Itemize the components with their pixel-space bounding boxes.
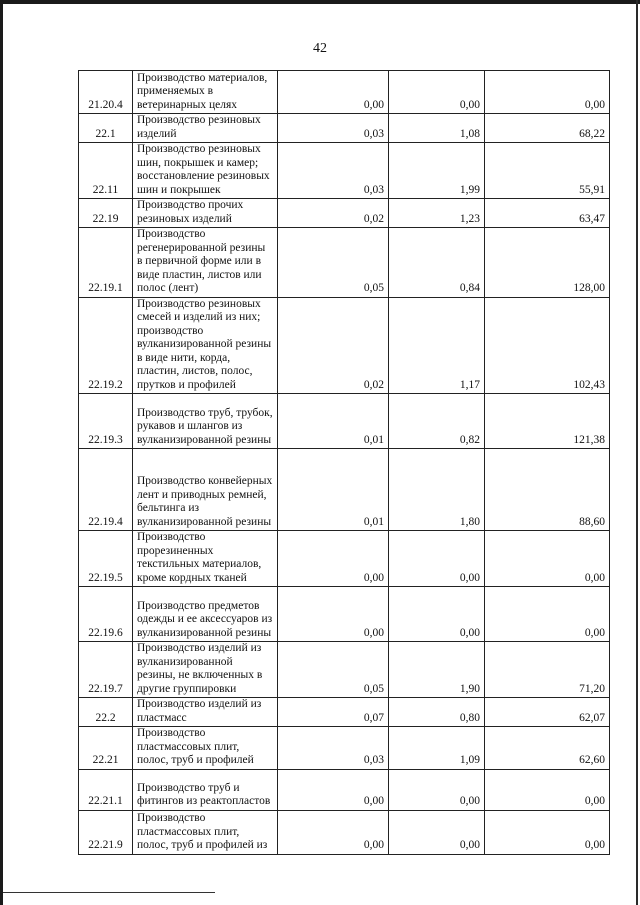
- row-value-3: 88,60: [485, 449, 610, 531]
- row-value-2: 1,09: [389, 727, 485, 770]
- row-value-1: 0,03: [278, 143, 389, 199]
- row-name: Производство прочих резиновых изделий: [133, 199, 278, 228]
- row-value-2: 0,80: [389, 698, 485, 727]
- table-row: [79, 199, 610, 228]
- row-value-2: 0,00: [389, 587, 485, 642]
- table-row: [79, 810, 610, 854]
- row-value-3: 68,22: [485, 114, 610, 143]
- row-code: 22.11: [79, 143, 133, 199]
- row-code: 22.2: [79, 698, 133, 727]
- row-value-2: 0,82: [389, 394, 485, 449]
- row-value-1: 0,00: [278, 769, 389, 810]
- row-value-3: 62,07: [485, 698, 610, 727]
- row-value-1: 0,05: [278, 228, 389, 298]
- row-name: Производство пластмассовых плит, полос, труб и профилей: [133, 727, 278, 770]
- row-name: Производство регенерированной резины в первичной форме или в виде пластин, листов или полос (лент): [133, 228, 278, 298]
- row-value-2: 0,00: [389, 71, 485, 114]
- row-code: 22.19: [79, 199, 133, 228]
- row-value-2: 1,80: [389, 449, 485, 531]
- row-value-3: 128,00: [485, 228, 610, 298]
- row-value-2: 1,99: [389, 143, 485, 199]
- row-value-1: 0,07: [278, 698, 389, 727]
- page-number: 42: [313, 41, 327, 56]
- table-row: [79, 531, 610, 587]
- row-name: Производство пластмассовых плит, полос, труб и профилей из: [133, 810, 278, 854]
- row-name: Производство труб и фитингов из реактопластов: [133, 769, 278, 810]
- table-row: [79, 114, 610, 143]
- page-frame-right: [636, 0, 638, 905]
- row-name: Производство прорезиненных текстильных материалов, кроме кордных тканей: [133, 531, 278, 587]
- row-value-1: 0,03: [278, 727, 389, 770]
- row-name: Производство резиновых смесей и изделий из них; производство вулканизированной резины в виде нити, корда, пластин, листов, полос, прутков и профилей: [133, 297, 278, 394]
- row-value-3: 62,60: [485, 727, 610, 770]
- table-row: [79, 769, 610, 810]
- row-value-3: 0,00: [485, 769, 610, 810]
- row-value-2: 0,00: [389, 769, 485, 810]
- row-value-3: 121,38: [485, 394, 610, 449]
- row-code: 22.19.2: [79, 297, 133, 394]
- row-value-1: 0,02: [278, 297, 389, 394]
- table-row: [79, 587, 610, 642]
- row-value-1: 0,03: [278, 114, 389, 143]
- row-value-3: 63,47: [485, 199, 610, 228]
- row-code: 22.19.3: [79, 394, 133, 449]
- row-value-2: 1,17: [389, 297, 485, 394]
- row-code: 22.21: [79, 727, 133, 770]
- table-row: [79, 297, 610, 394]
- row-name: Производство предметов одежды и ее аксессуаров из вулканизированной резины: [133, 587, 278, 642]
- row-value-2: 0,84: [389, 228, 485, 298]
- row-value-1: 0,01: [278, 394, 389, 449]
- table-row: [79, 698, 610, 727]
- table-row: [79, 727, 610, 770]
- row-code: 22.1: [79, 114, 133, 143]
- classifier-table: [78, 70, 610, 855]
- table-row: [79, 394, 610, 449]
- row-value-1: 0,00: [278, 587, 389, 642]
- row-code: 22.19.6: [79, 587, 133, 642]
- row-value-1: 0,00: [278, 810, 389, 854]
- row-name: Производство резиновых изделий: [133, 114, 278, 143]
- row-code: 22.19.7: [79, 642, 133, 698]
- row-code: 22.21.1: [79, 769, 133, 810]
- row-code: 22.19.5: [79, 531, 133, 587]
- row-value-1: 0,00: [278, 71, 389, 114]
- row-value-3: 102,43: [485, 297, 610, 394]
- row-value-2: 1,08: [389, 114, 485, 143]
- row-value-2: 1,23: [389, 199, 485, 228]
- row-name: Производство труб, трубок, рукавов и шлангов из вулканизированной резины: [133, 394, 278, 449]
- row-code: 22.21.9: [79, 810, 133, 854]
- row-value-3: 71,20: [485, 642, 610, 698]
- row-value-3: 0,00: [485, 587, 610, 642]
- row-code: 21.20.4: [79, 71, 133, 114]
- row-value-1: 0,02: [278, 199, 389, 228]
- row-value-1: 0,01: [278, 449, 389, 531]
- table-row: [79, 143, 610, 199]
- table-row: [79, 449, 610, 531]
- row-name: Производство изделий из пластмасс: [133, 698, 278, 727]
- row-name: Производство материалов, применяемых в ветеринарных целях: [133, 71, 278, 114]
- row-name: Производство изделий из вулканизированной резины, не включенных в другие группировки: [133, 642, 278, 698]
- row-value-2: 0,00: [389, 531, 485, 587]
- table-row: [79, 71, 610, 114]
- row-name: Производство конвейерных лент и приводных ремней, бельтинга из вулканизированной резины: [133, 449, 278, 531]
- page-frame-top: [0, 0, 640, 4]
- row-value-1: 0,00: [278, 531, 389, 587]
- row-code: 22.19.1: [79, 228, 133, 298]
- row-value-3: 0,00: [485, 71, 610, 114]
- row-value-2: 0,00: [389, 810, 485, 854]
- table-row: [79, 642, 610, 698]
- row-value-3: 0,00: [485, 531, 610, 587]
- row-name: Производство резиновых шин, покрышек и камер; восстановление резиновых шин и покрышек: [133, 143, 278, 199]
- row-value-3: 55,91: [485, 143, 610, 199]
- page-frame-left: [0, 0, 3, 905]
- table-row: [79, 228, 610, 298]
- row-value-3: 0,00: [485, 810, 610, 854]
- row-code: 22.19.4: [79, 449, 133, 531]
- row-value-1: 0,05: [278, 642, 389, 698]
- footnote-separator: [3, 892, 215, 893]
- row-value-2: 1,90: [389, 642, 485, 698]
